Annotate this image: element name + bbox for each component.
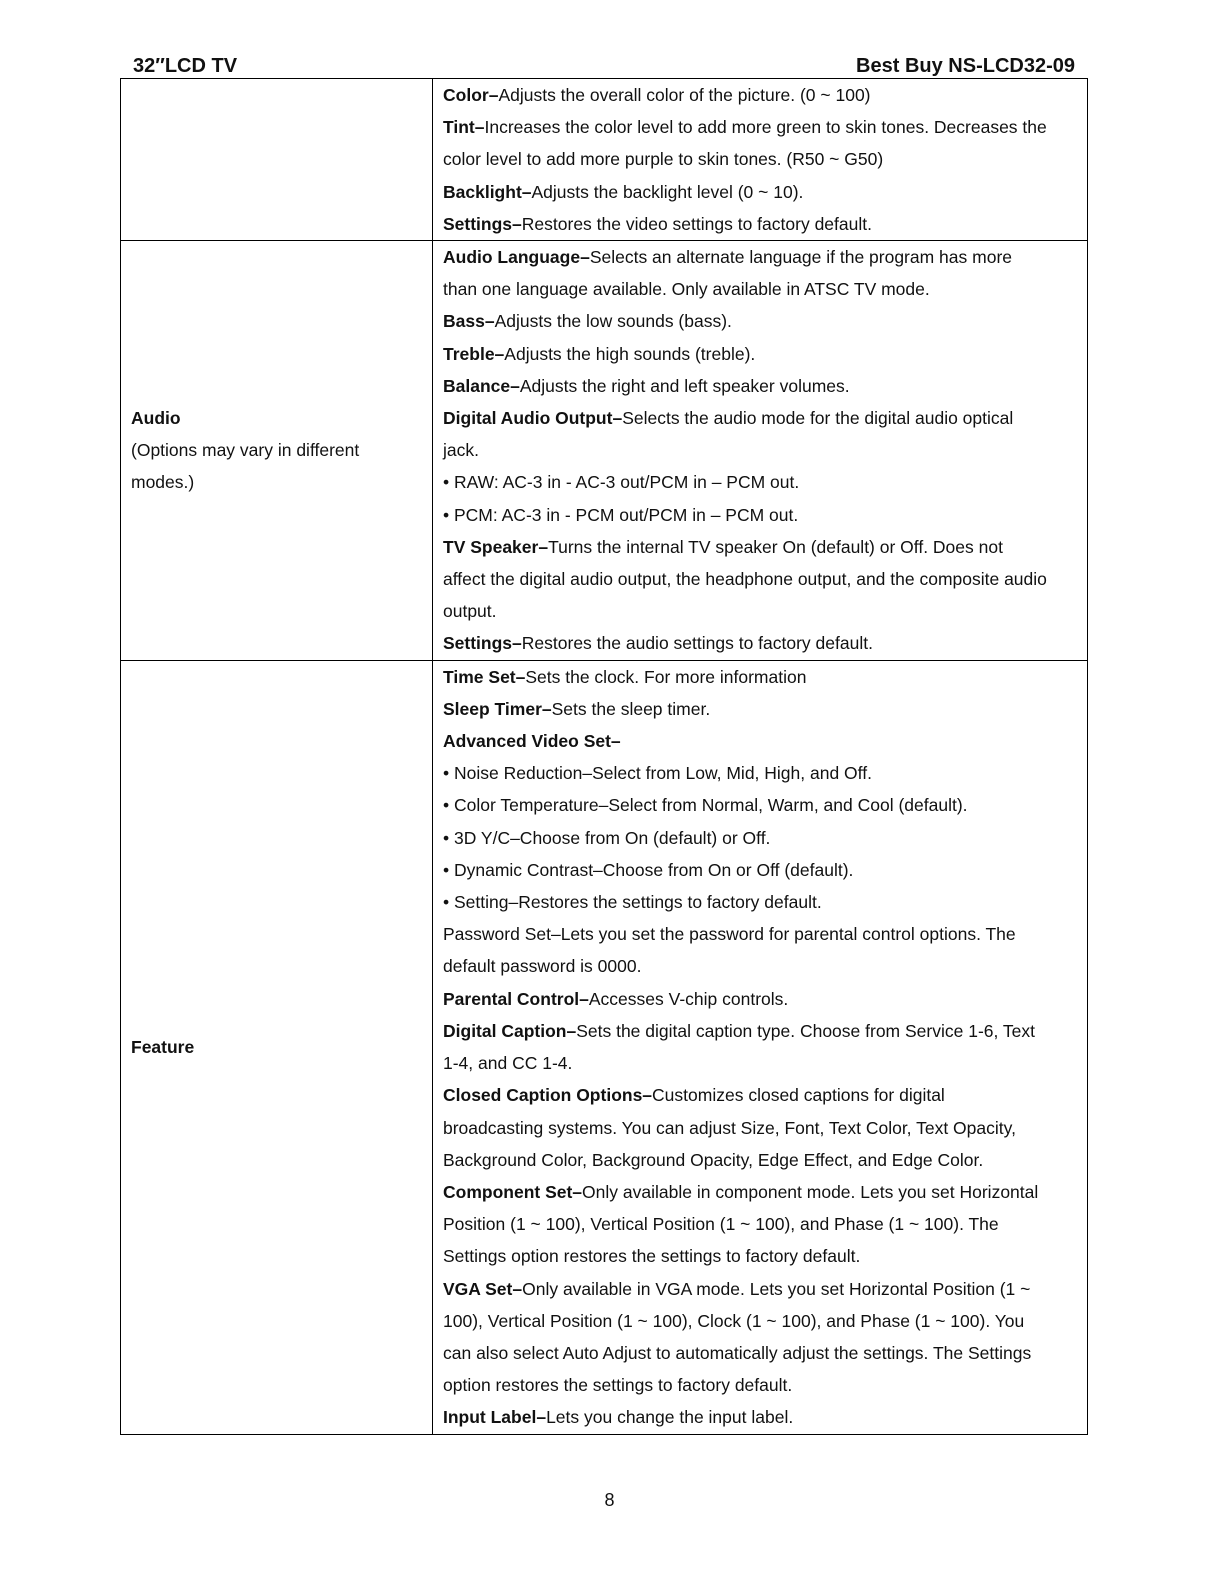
setting-description: Adjusts the overall color of the picture. (0 ~ 100) xyxy=(498,85,871,105)
setting-description: Adjusts the low sounds (bass). xyxy=(494,311,732,332)
setting-name: Treble– xyxy=(443,343,505,364)
setting-description: color level to add more purple to skin tones. (R50 ~ G50) xyxy=(443,149,884,170)
description-line xyxy=(443,1240,1081,1272)
setting-description: affect the digital audio output, the headphone output, and the composite audio xyxy=(443,569,1047,590)
setting-description: Selects the audio mode for the digital audio optical xyxy=(622,408,1014,429)
setting-description: 1-4, and CC 1-4. xyxy=(443,1053,573,1074)
page-header xyxy=(133,54,1075,79)
description-line xyxy=(443,111,1081,143)
description-line xyxy=(443,79,1081,111)
setting-description: Sets the clock. For more information xyxy=(525,666,807,687)
description-line xyxy=(443,789,1081,821)
description-line xyxy=(443,627,1081,659)
setting-description: Password Set–Lets you set the password for parental control options. The xyxy=(443,924,1016,945)
row-description-cell xyxy=(433,241,1088,661)
setting-description: option restores the settings to factory default. xyxy=(443,1375,793,1396)
setting-name: Tint– xyxy=(443,117,485,138)
row-description-cell xyxy=(433,660,1088,1434)
setting-description: Accesses V-chip controls. xyxy=(588,988,789,1009)
description-line xyxy=(443,1305,1081,1337)
description-line xyxy=(443,595,1081,627)
description-line xyxy=(443,1401,1081,1433)
description-line xyxy=(443,1176,1081,1208)
setting-name: Settings– xyxy=(443,213,522,234)
setting-name: TV Speaker– xyxy=(443,536,549,557)
header-model-name: Best Buy NS-LCD32-09 xyxy=(856,55,1075,77)
description-line xyxy=(443,693,1081,725)
description-line xyxy=(443,1015,1081,1047)
setting-description: Turns the internal TV speaker On (default) or Off. Does not xyxy=(548,536,1003,557)
description-line xyxy=(443,886,1081,918)
setting-name: Time Set– xyxy=(443,666,526,687)
setting-description: jack. xyxy=(443,440,479,461)
header-product-title: 32″LCD TV xyxy=(133,55,238,77)
description-line xyxy=(443,338,1081,370)
setting-description: • Setting–Restores the settings to factory default. xyxy=(443,892,822,913)
description-line xyxy=(443,402,1081,434)
description-line xyxy=(443,1112,1081,1144)
setting-description: Lets you change the input label. xyxy=(546,1407,794,1428)
description-line xyxy=(443,1208,1081,1240)
setting-description: Customizes closed captions for digital xyxy=(652,1085,945,1106)
row-label-cell xyxy=(121,660,433,1434)
description-line xyxy=(443,1337,1081,1369)
setting-description: default password is 0000. xyxy=(443,956,642,977)
setting-name: Parental Control– xyxy=(443,988,589,1009)
setting-name: Input Label– xyxy=(443,1407,547,1428)
description-line xyxy=(443,725,1081,757)
setting-description: Position (1 ~ 100), Vertical Position (1 ~ 100), and Phase (1 ~ 100). The xyxy=(443,1214,999,1235)
setting-description: Only available in VGA mode. Lets you set Horizontal Position (1 ~ xyxy=(522,1278,1031,1299)
setting-description: Sets the digital caption type. Choose from Service 1-6, Text xyxy=(576,1020,1036,1041)
setting-description: Restores the audio settings to factory default. xyxy=(521,633,873,654)
description-line xyxy=(443,466,1081,498)
setting-name: VGA Set– xyxy=(443,1278,523,1299)
description-line xyxy=(443,822,1081,854)
description-line xyxy=(443,370,1081,402)
description-line xyxy=(443,531,1081,563)
description-line xyxy=(443,143,1081,175)
setting-description: • PCM: AC-3 in - PCM out/PCM in – PCM out. xyxy=(443,504,799,525)
setting-name: Color– xyxy=(443,85,499,105)
row-label-cell xyxy=(121,241,433,661)
setting-name: Component Set– xyxy=(443,1181,583,1202)
setting-description: Settings option restores the settings to factory default. xyxy=(443,1246,861,1267)
description-line xyxy=(443,757,1081,789)
setting-description: output. xyxy=(443,601,497,622)
row-label-note: (Options may vary in different modes.) xyxy=(131,440,360,493)
setting-description: • Dynamic Contrast–Choose from On or Off (default). xyxy=(443,859,854,880)
description-line xyxy=(443,661,1081,693)
settings-table xyxy=(120,78,1088,1435)
description-line xyxy=(443,305,1081,337)
setting-name: Settings– xyxy=(443,633,522,654)
description-line xyxy=(443,563,1081,595)
table-row xyxy=(121,660,1088,1434)
setting-name: Closed Caption Options– xyxy=(443,1085,653,1106)
setting-description: Only available in component mode. Lets you set Horizontal xyxy=(582,1181,1039,1202)
row-label: Feature xyxy=(131,1036,195,1057)
description-line xyxy=(443,918,1081,950)
description-line xyxy=(443,241,1081,273)
setting-description: • RAW: AC-3 in - AC-3 out/PCM in – PCM out. xyxy=(443,472,800,493)
setting-description: Selects an alternate language if the program has more xyxy=(589,247,1013,268)
setting-description: Sets the sleep timer. xyxy=(551,698,711,719)
setting-description: than one language available. Only available in ATSC TV mode. xyxy=(443,279,930,300)
setting-description: Adjusts the backlight level (0 ~ 10). xyxy=(531,181,804,202)
setting-description: 100), Vertical Position (1 ~ 100), Clock (1 ~ 100), and Phase (1 ~ 100). You xyxy=(443,1310,1025,1331)
table-row xyxy=(121,241,1088,661)
description-line xyxy=(443,1079,1081,1111)
setting-name: Advanced Video Set– xyxy=(443,731,621,752)
setting-description: Increases the color level to add more green to skin tones. Decreases the xyxy=(484,117,1047,138)
setting-name: Balance– xyxy=(443,375,520,396)
description-line xyxy=(443,434,1081,466)
description-line xyxy=(443,176,1081,208)
setting-description: Adjusts the high sounds (treble). xyxy=(504,343,756,364)
description-line xyxy=(443,1144,1081,1176)
setting-name: Digital Audio Output– xyxy=(443,408,623,429)
setting-name: Backlight– xyxy=(443,181,532,202)
setting-description: • Noise Reduction–Select from Low, Mid, High, and Off. xyxy=(443,763,872,784)
setting-description: Adjusts the right and left speaker volumes. xyxy=(519,375,850,396)
table-row xyxy=(121,79,1088,241)
setting-description: broadcasting systems. You can adjust Size, Font, Text Color, Text Opacity, xyxy=(443,1117,1016,1138)
setting-name: Sleep Timer– xyxy=(443,698,552,719)
row-label: Audio xyxy=(131,408,181,429)
description-line xyxy=(443,499,1081,531)
description-line xyxy=(443,273,1081,305)
setting-name: Audio Language– xyxy=(443,247,590,268)
row-description-cell xyxy=(433,79,1088,241)
setting-name: Bass– xyxy=(443,311,495,332)
setting-description: • 3D Y/C–Choose from On (default) or Off. xyxy=(443,827,771,848)
description-line xyxy=(443,1369,1081,1401)
page-number: 8 xyxy=(604,1490,615,1510)
setting-description: can also select Auto Adjust to automatically adjust the settings. The Settings xyxy=(443,1342,1032,1363)
description-line xyxy=(443,1047,1081,1079)
description-line xyxy=(443,983,1081,1015)
description-line xyxy=(443,1273,1081,1305)
description-line xyxy=(443,208,1081,240)
setting-name: Digital Caption– xyxy=(443,1020,577,1041)
setting-description: • Color Temperature–Select from Normal, Warm, and Cool (default). xyxy=(443,795,968,816)
description-line xyxy=(443,854,1081,886)
setting-description: Background Color, Background Opacity, Edge Effect, and Edge Color. xyxy=(443,1149,984,1170)
setting-description: Restores the video settings to factory default. xyxy=(521,213,872,234)
description-line xyxy=(443,950,1081,982)
row-label-cell xyxy=(121,79,433,241)
